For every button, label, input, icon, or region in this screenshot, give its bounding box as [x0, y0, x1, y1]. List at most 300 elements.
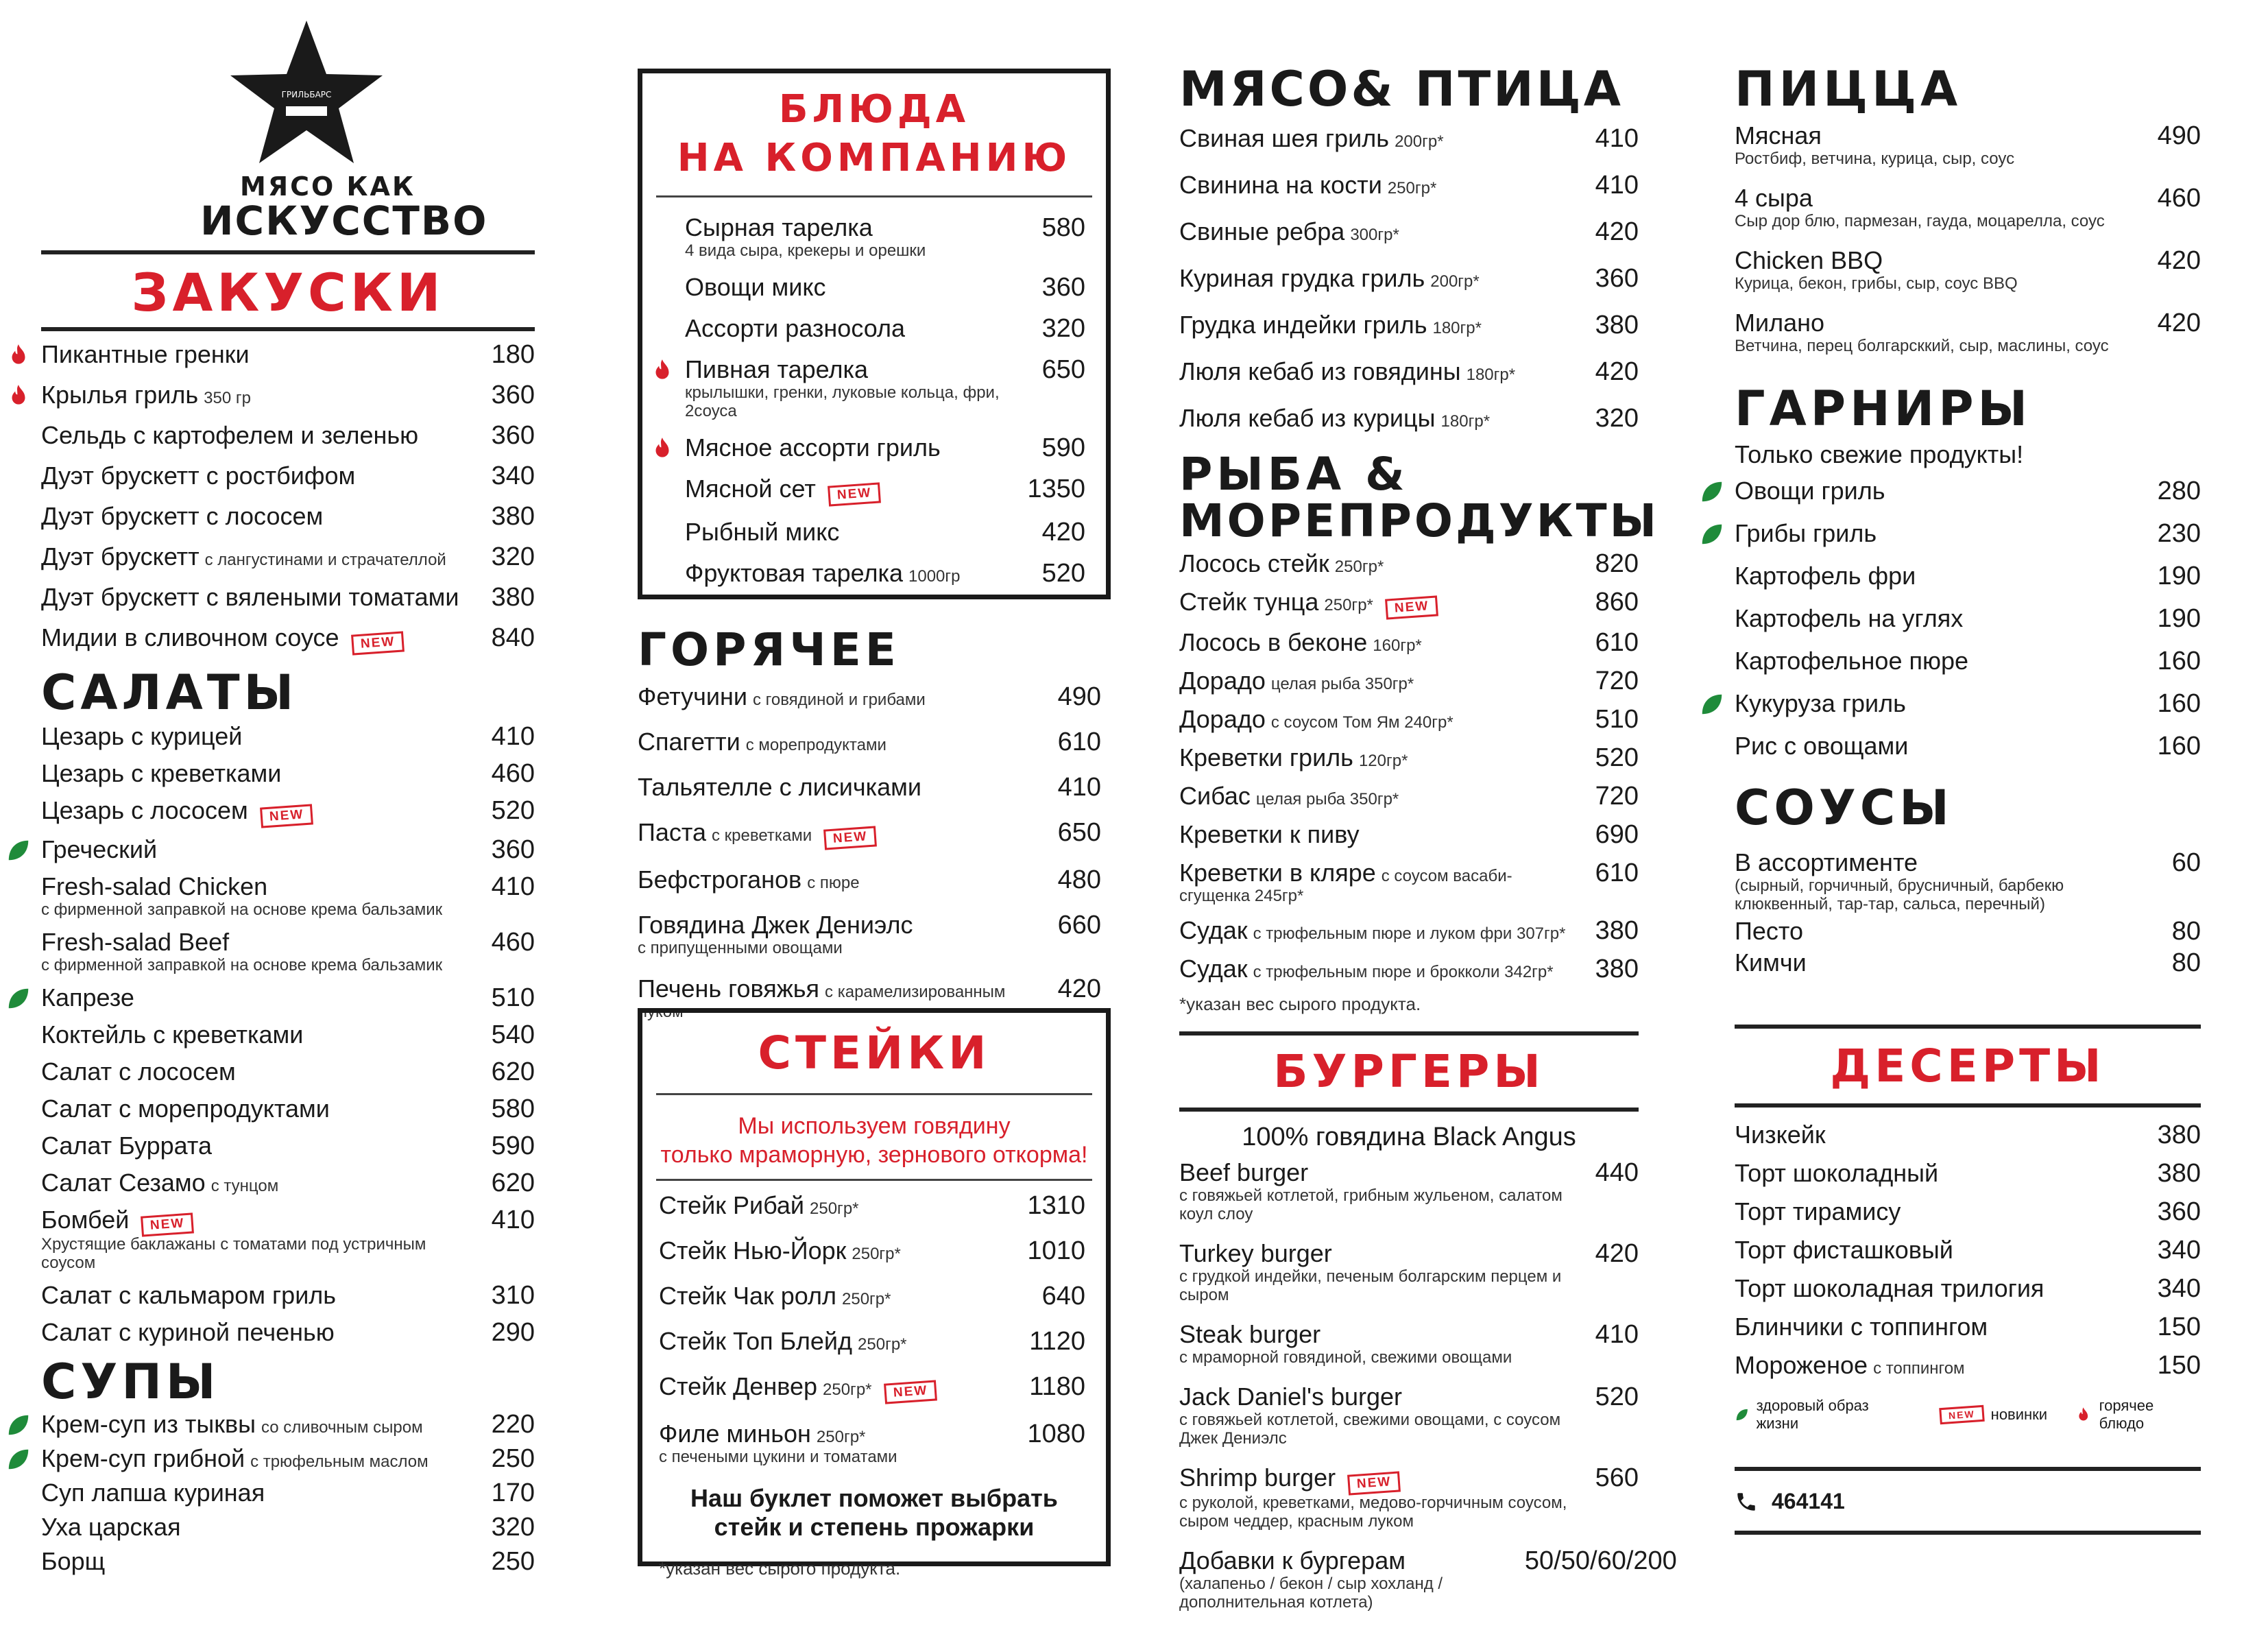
menu-item-note: со сливочным сыром	[261, 1418, 423, 1437]
menu-item-text	[41, 929, 442, 974]
menu-item-price: 590	[491, 1131, 535, 1160]
menu-item	[659, 1282, 1085, 1310]
leaf-icon	[5, 1446, 32, 1472]
menu-item-name: Мясное ассорти гриль	[685, 433, 941, 462]
leaf-icon	[5, 837, 32, 863]
section-title-company-1: БЛЮДА	[778, 87, 970, 132]
menu-item-price: 620	[491, 1168, 535, 1197]
menu-item-price: 520	[491, 795, 535, 825]
menu-item-text	[41, 723, 242, 750]
menu-item	[638, 774, 1101, 801]
phone-icon	[1735, 1490, 1758, 1513]
menu-item-name: Крылья гриль	[41, 381, 199, 409]
menu-item-text	[41, 1169, 278, 1197]
menu-item	[659, 1237, 1085, 1265]
menu-item-name: Салат с кальмаром гриль	[41, 1281, 337, 1310]
menu-item	[41, 1095, 535, 1123]
menu-item-price: 720	[1595, 666, 1639, 695]
steaks-frame	[638, 1008, 1111, 1579]
menu-item-text	[1735, 1275, 2044, 1302]
menu-item-note: с соусом Том Ям 240гр*	[1270, 713, 1453, 732]
menu-item	[41, 797, 535, 826]
menu-item-price: 60	[2171, 848, 2201, 877]
menu-item-text	[41, 1445, 429, 1472]
menu-item-text	[41, 1548, 105, 1575]
menu-item	[685, 518, 1085, 546]
menu-item-price: 380	[491, 502, 535, 531]
menu-item-note: 180гр*	[1466, 366, 1516, 384]
menu-item-name: Греческий	[41, 835, 158, 863]
menu-item-name: Креветки в кляре	[1179, 858, 1376, 887]
leaf-icon	[5, 1412, 32, 1438]
menu-item-text	[41, 422, 418, 449]
menu-item-text	[1735, 1313, 1988, 1341]
menu-item-text	[1179, 1321, 1512, 1367]
menu-item-text	[41, 1058, 236, 1086]
meat-list	[1179, 125, 1639, 432]
menu-item-price: 640	[1041, 1282, 1085, 1310]
menu-item-text	[41, 543, 446, 571]
section-title-pizza: ПИЦЦА	[1735, 61, 1962, 117]
menu-item	[1179, 1159, 1639, 1223]
menu-item-name: Мясной сет	[685, 475, 816, 503]
garnish-subtitle: Только свежие продукты!	[1735, 440, 2024, 468]
fish-footnote: *указан вес сырого продукта.	[1179, 993, 1421, 1014]
menu-item-text	[41, 381, 251, 409]
menu-item-name: Цезарь с курицей	[41, 721, 243, 750]
menu-item	[659, 1373, 1085, 1402]
menu-item-price: 410	[491, 1205, 535, 1234]
menu-item-note: с соусом васаби-сгущенка 245гр*	[1179, 866, 1512, 905]
menu-item	[1735, 309, 2201, 355]
section-title-meat: МЯСО& ПТИЦА	[1179, 61, 1624, 117]
menu-item-text	[1735, 562, 1916, 590]
new-badge-icon: NEW	[884, 1380, 937, 1404]
menu-item	[1179, 706, 1639, 733]
menu-item-text	[41, 1282, 336, 1309]
menu-item-name: Steak burger	[1179, 1319, 1321, 1348]
menu-item-price: 410	[1595, 171, 1639, 200]
menu-item-note: 300гр*	[1350, 226, 1399, 244]
menu-item-text	[41, 1319, 335, 1346]
menu-item-price: 720	[1595, 781, 1639, 811]
menu-item	[1179, 358, 1639, 385]
menu-item-name: Судак	[1179, 915, 1248, 944]
menu-item-note: целая рыба 350гр*	[1270, 674, 1414, 693]
salaty-list	[41, 723, 535, 1347]
menu-item-text	[638, 774, 921, 801]
steaks-list	[642, 1192, 1106, 1466]
new-badge-icon: NEW	[1939, 1405, 1984, 1424]
menu-item-name: Shrimp burger	[1179, 1463, 1336, 1492]
menu-item	[41, 760, 535, 787]
menu-item-price: 160	[2157, 689, 2201, 718]
menu-item-price: 340	[491, 462, 535, 490]
menu-item	[1179, 821, 1639, 848]
menu-item-text	[638, 683, 926, 710]
menu-item-name: Дорадо	[1179, 704, 1266, 733]
menu-item-text	[1735, 949, 1807, 977]
menu-item-text	[1735, 1160, 1938, 1187]
menu-item-note: с топпингом	[1873, 1359, 1965, 1378]
menu-item-name: Рис с овощами	[1735, 732, 1909, 760]
menu-item-text	[638, 819, 877, 848]
menu-item-price: 620	[491, 1057, 535, 1086]
menu-item-price: 590	[1041, 433, 1085, 462]
divider	[656, 1093, 1092, 1095]
menu-item-price: 1120	[1029, 1327, 1085, 1356]
phone[interactable]	[1735, 1489, 2201, 1514]
menu-item	[41, 1206, 535, 1273]
menu-item-text	[685, 434, 941, 462]
menu-item-name: Куриная грудка гриль	[1179, 264, 1425, 292]
fish-list	[1179, 550, 1639, 983]
menu-item	[1735, 918, 2201, 945]
menu-item-description: с руколой, креветками, медово-горчичным соусом, сыром чеддер, красным луком	[1179, 1493, 1567, 1531]
menu-item	[1735, 1236, 2201, 1264]
menu-item-note: 120гр*	[1358, 751, 1408, 770]
menu-item-text	[1179, 1240, 1577, 1304]
menu-item	[1735, 690, 2201, 717]
menu-item-name: Сырная тарелка	[685, 213, 873, 241]
menu-item-price: 380	[2157, 1121, 2201, 1149]
menu-item-name: Fresh-salad Chicken	[41, 872, 268, 900]
menu-item	[41, 543, 535, 571]
menu-item	[41, 1513, 535, 1541]
menu-item-price: 650	[1057, 818, 1101, 847]
menu-item-price: 420	[2157, 246, 2201, 275]
menu-item-text	[1735, 477, 1885, 505]
menu-item-price: 320	[491, 542, 535, 571]
menu-item	[41, 1411, 535, 1438]
menu-item	[685, 356, 1085, 420]
menu-item-name: Борщ	[41, 1547, 106, 1576]
menu-item-price: 180	[491, 340, 535, 369]
menu-item-note: с трюфельным пюре и брокколи 342гр*	[1253, 962, 1554, 981]
menu-item	[41, 1169, 535, 1197]
menu-item	[685, 434, 1085, 462]
menu-item-text	[685, 560, 961, 587]
steaks-footnote: *указан вес сырого продукта.	[659, 1557, 901, 1579]
menu-item	[41, 341, 535, 368]
menu-item-name: Песто	[1735, 917, 1804, 945]
menu-item	[1735, 1198, 2201, 1225]
menu-item-description: с грудкой индейки, печеным болгарским перцем и сыром	[1179, 1267, 1562, 1304]
menu-item-price: 580	[1041, 213, 1085, 242]
menu-item-text	[685, 356, 1024, 420]
menu-item-name: Рыбный микс	[685, 517, 840, 546]
menu-item	[41, 1058, 535, 1086]
menu-item-note: 200гр*	[1430, 272, 1480, 291]
zakuski-list	[41, 341, 535, 654]
section-title-fish-2: МОРЕПРОДУКТЫ	[1179, 494, 1659, 547]
menu-item-text	[1179, 955, 1554, 983]
leaf-icon	[1699, 479, 1725, 505]
hot-section	[638, 624, 1101, 1040]
menu-item-name: Креветки к пиву	[1179, 819, 1360, 848]
leaf-icon	[1699, 521, 1725, 547]
menu-item-text	[1735, 247, 2018, 293]
menu-item	[41, 1282, 535, 1309]
menu-item	[659, 1420, 1085, 1466]
fire-icon	[5, 342, 32, 368]
menu-item	[685, 274, 1085, 301]
menu-item-description: с говяжьей котлетой, грибным жульеном, салатом коул слоу	[1179, 1186, 1563, 1223]
menu-item-price: 150	[2157, 1351, 2201, 1380]
menu-item-text	[1179, 744, 1408, 771]
section-title-desserts: ДЕСЕРТЫ	[1830, 1040, 2106, 1092]
menu-item-price: 320	[1595, 404, 1639, 433]
menu-item-name: Стейк тунца	[1179, 588, 1319, 616]
menu-item-description: с мраморной говядиной, свежими овощами	[1179, 1348, 1512, 1367]
menu-item-price: 650	[1041, 355, 1085, 384]
menu-item	[1179, 667, 1639, 695]
supy-list	[41, 1411, 535, 1575]
divider	[1179, 1031, 1639, 1036]
menu-item-text	[41, 624, 404, 654]
menu-item-name: Суп лапша куриная	[41, 1479, 265, 1507]
menu-item-price: 320	[1041, 314, 1085, 343]
menu-item-name: Свиная шея гриль	[1179, 124, 1390, 152]
menu-item-price: 380	[1595, 954, 1639, 983]
menu-item-text	[1735, 520, 1877, 547]
menu-item-price: 410	[1595, 124, 1639, 153]
menu-item-description: с фирменной заправкой на основе крема бальзамик	[41, 900, 443, 919]
menu-item-price: 490	[1057, 682, 1101, 711]
menu-item	[41, 873, 535, 919]
menu-item-name: Уха царская	[41, 1513, 181, 1542]
steaks-help-2: стейк и степень прожарки	[714, 1512, 1035, 1541]
menu-item-name: Крем-суп грибной	[41, 1444, 245, 1473]
menu-item-name: В ассортименте	[1735, 848, 1918, 876]
menu-item-name: Jack Daniel's burger	[1179, 1382, 1403, 1411]
menu-item-name: Крем-суп из тыквы	[41, 1410, 256, 1439]
menu-item-note: с трюфельным маслом	[250, 1452, 429, 1472]
menu-item-price: 290	[491, 1318, 535, 1348]
menu-item-name: Добавки к бургерам	[1179, 1546, 1406, 1575]
menu-item-price: 840	[491, 623, 535, 652]
menu-item-name: Говядина Джек Дениэлс	[638, 910, 913, 939]
menu-item-text	[659, 1237, 901, 1265]
menu-item-name: Сельдь с картофелем и зеленью	[41, 421, 419, 449]
divider	[1735, 1025, 2201, 1029]
column-1	[41, 0, 535, 1582]
menu-item-note: 250гр*	[816, 1427, 866, 1446]
menu-item-name: Капрезе	[41, 983, 134, 1011]
phone-number: 464141	[1772, 1489, 1845, 1513]
menu-item	[41, 1445, 535, 1472]
menu-item	[685, 315, 1085, 342]
menu-item-note: с морепродуктами	[745, 736, 886, 754]
menu-item-text	[638, 911, 913, 957]
menu-item-name: Овощи гриль	[1735, 477, 1885, 505]
menu-item-description: с печеными цукини и томатами	[659, 1447, 897, 1466]
menu-item-name: Грудка индейки гриль	[1179, 311, 1427, 339]
menu-item-price: 820	[1595, 549, 1639, 578]
menu-item-text	[1179, 125, 1444, 152]
menu-item-name: Стейк Топ Блейд	[659, 1327, 853, 1355]
menu-item-text	[41, 1513, 181, 1541]
divider	[1735, 1103, 2201, 1108]
divider	[656, 195, 1092, 197]
menu-item-name: Паста	[638, 818, 707, 846]
menu-item-name: Люля кебаб из курицы	[1179, 404, 1436, 432]
menu-item-text	[1735, 918, 1803, 945]
menu-item-text	[1735, 732, 1908, 760]
section-title-company-2: НА КОМПАНИЮ	[677, 136, 1072, 180]
menu-item-name: Бефстроганов	[638, 865, 802, 894]
menu-item-text	[41, 503, 323, 530]
desserts-list	[1735, 1121, 2201, 1379]
divider	[1735, 1467, 2201, 1471]
menu-item	[1179, 550, 1639, 577]
sauces-list	[1735, 849, 2201, 977]
menu-item-text	[1179, 782, 1399, 810]
menu-item-name: Милано	[1735, 309, 1825, 337]
menu-item-text	[41, 836, 157, 863]
menu-item-price: 250	[491, 1444, 535, 1474]
menu-item-name: Мороженое	[1735, 1351, 1868, 1379]
menu-item	[41, 503, 535, 530]
menu-item-price: 380	[2157, 1159, 2201, 1188]
menu-item-name: Свинина на кости	[1179, 171, 1382, 199]
new-badge-icon: NEW	[828, 482, 881, 506]
menu-item-text	[659, 1192, 859, 1219]
new-badge-icon: NEW	[260, 804, 313, 828]
menu-item-name: Салат с морепродуктами	[41, 1094, 330, 1123]
section-title-supy: СУПЫ	[41, 1354, 220, 1411]
menu-item	[1735, 1121, 2201, 1149]
menu-item-note: с говядиной и грибами	[752, 691, 926, 709]
menu-item-name: Дорадо	[1179, 666, 1266, 695]
menu-item	[638, 819, 1101, 848]
menu-item-name: Грибы гриль	[1735, 519, 1877, 547]
menu-item	[41, 1132, 535, 1160]
menu-item-description: (сырный, горчичный, брусничный, барбекю клюквенный, тар-тар, сальса, перечный)	[1735, 876, 2064, 913]
menu-item-note: с креветками	[712, 826, 812, 845]
menu-item-price: 250	[491, 1547, 535, 1577]
menu-item	[1179, 1240, 1639, 1304]
menu-item-text	[1179, 218, 1399, 246]
menu-item-name: Судак	[1179, 954, 1248, 983]
new-badge-icon: NEW	[351, 631, 405, 655]
menu-item-text	[638, 728, 886, 756]
menu-item-price: 230	[2157, 519, 2201, 548]
menu-item-price: 510	[1595, 704, 1639, 734]
menu-item-price: 170	[491, 1479, 535, 1508]
section-title-sauces: СОУСЫ	[1735, 780, 1953, 836]
menu-item-price: 690	[1595, 819, 1639, 849]
menu-item	[638, 866, 1101, 894]
menu-item	[1179, 218, 1639, 246]
legend-new: новинки	[1990, 1406, 2048, 1423]
menu-item-price: 360	[491, 381, 535, 409]
menu-item-name: Пивная тарелка	[685, 355, 869, 383]
menu-item	[41, 1548, 535, 1575]
menu-item-name: Пикантные гренки	[41, 340, 250, 368]
menu-item-price: 1350	[1027, 475, 1085, 503]
divider	[41, 250, 535, 254]
menu-item	[1179, 782, 1639, 810]
menu-item	[41, 584, 535, 611]
menu-item	[685, 475, 1085, 505]
fire-icon	[2075, 1406, 2092, 1424]
logo	[41, 0, 535, 250]
menu-item-price: 420	[1041, 517, 1085, 547]
menu-item-note: 250гр*	[858, 1335, 907, 1354]
leaf-icon	[1735, 1407, 1750, 1422]
menu-item-note: с тунцом	[210, 1176, 279, 1195]
menu-item-price: 410	[1595, 1319, 1639, 1349]
menu-item-price: 520	[1041, 558, 1085, 588]
menu-item-description: Хрустящие баклажаны с томатами под устричным соусом	[41, 1235, 426, 1273]
menu-item	[1179, 171, 1639, 199]
star-logo-icon	[221, 21, 392, 165]
menu-item-text	[41, 984, 134, 1011]
menu-item-text	[41, 873, 442, 919]
menu-item-name: Спагетти	[638, 728, 740, 756]
menu-item-text	[685, 315, 905, 342]
logo-line1: МЯСО КАК	[240, 171, 416, 202]
menu-item-price: 50/50/60/200	[1524, 1546, 1677, 1575]
menu-item-price: 310	[491, 1281, 535, 1310]
menu-item-note: 180гр*	[1432, 319, 1482, 337]
menu-item	[685, 560, 1085, 587]
leaf-icon	[5, 985, 32, 1011]
menu-item	[1735, 520, 2201, 547]
menu-item-name: Салат с лососем	[41, 1057, 236, 1086]
menu-item-note: целая рыба 350гр*	[1255, 789, 1399, 809]
menu-item-text	[1179, 1547, 1525, 1612]
menu-item-text	[1735, 1236, 1953, 1264]
menu-item-text	[1735, 122, 2014, 168]
menu-item-text	[659, 1420, 897, 1466]
menu-item-description: Ветчина, перец болгарсккий, сыр, маслины, соус	[1735, 337, 2109, 355]
menu-item	[41, 624, 535, 654]
menu-item-name: Салат Буррата	[41, 1131, 212, 1160]
menu-item-price: 480	[1057, 865, 1101, 894]
menu-item-price: 460	[491, 927, 535, 957]
menu-item-name: Овощи микс	[685, 273, 826, 301]
menu-item-note: 160гр*	[1373, 636, 1422, 655]
menu-item-text	[1179, 706, 1453, 733]
menu-item-name: Фетучини	[638, 682, 747, 710]
menu-item	[41, 836, 535, 863]
menu-item	[1735, 562, 2201, 590]
menu-item-price: 540	[491, 1020, 535, 1049]
menu-item	[659, 1328, 1085, 1355]
menu-item-price: 410	[491, 872, 535, 901]
menu-item-note: 250гр*	[810, 1199, 859, 1218]
menu-item-text	[1179, 405, 1490, 432]
menu-item	[1179, 1464, 1639, 1531]
menu-item-text	[685, 214, 926, 260]
menu-item-text	[659, 1373, 937, 1402]
menu-item-price: 860	[1595, 588, 1639, 617]
menu-item-name: Торт шоколадная трилогия	[1735, 1274, 2044, 1302]
menu-item-name: Торт шоколадный	[1735, 1159, 1939, 1187]
menu-item-name: Салат с куриной печенью	[41, 1318, 335, 1347]
menu-item	[1735, 605, 2201, 632]
menu-item-name: Стейк Чак ролл	[659, 1282, 836, 1310]
menu-item-text	[1179, 550, 1384, 577]
menu-item-text	[1735, 309, 2109, 355]
menu-item-price: 410	[491, 721, 535, 751]
menu-item-text	[1179, 821, 1360, 848]
menu-item	[659, 1192, 1085, 1219]
burgers-list	[1179, 1158, 1677, 1612]
menu-item-text	[41, 760, 281, 787]
